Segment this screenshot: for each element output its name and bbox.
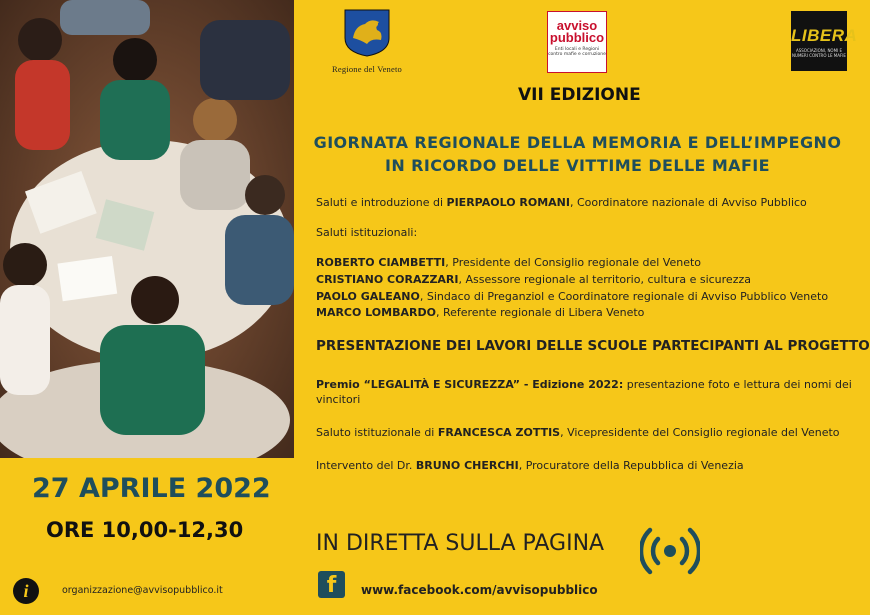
- intro-speaker-name: PIERPAOLO ROMANI: [446, 196, 570, 209]
- talk-line: Intervento del Dr. BRUNO CHERCHI, Procuratore della Repubblica di Venezia: [316, 459, 744, 472]
- libera-tagline: ASSOCIAZIONI, NOMI E NUMERI CONTRO LE MAFIE: [792, 48, 846, 58]
- info-icon: i: [13, 578, 39, 604]
- avviso-pubblico-name: avviso pubblico: [549, 18, 605, 45]
- hero-photo-students: [0, 0, 294, 458]
- event-title-line2: IN RICORDO DELLE VITTIME DELLE MAFIE: [385, 156, 770, 175]
- broadcast-icon: [640, 520, 700, 582]
- regione-veneto-logo: [331, 8, 403, 74]
- event-hours: ORE 10,00-12,30: [46, 518, 244, 542]
- award-line-2: vincitori: [316, 393, 361, 406]
- libera-name: LIBERA: [791, 26, 858, 45]
- speaker-line: CRISTIANO CORAZZARI, Assessore regionale al territorio, cultura e sicurezza: [316, 273, 751, 286]
- avviso-pubblico-logo: [547, 11, 607, 73]
- event-date: 27 APRILE 2022: [32, 473, 271, 504]
- speaker-line: PAOLO GALEANO, Sindaco di Preganziol e Coordinatore regionale di Avviso Pubblico Veneto: [316, 290, 829, 303]
- schools-presentation-heading: PRESENTAZIONE DEI LAVORI DELLE SCUOLE PARTECIPANTI AL PROGETTO: [316, 338, 870, 354]
- event-title-line1: GIORNATA REGIONALE DELLA MEMORIA E DELL’IMPEGNO: [313, 133, 842, 152]
- greeting-line: Saluto istituzionale di FRANCESCA ZOTTIS, Vicepresidente del Consiglio regionale del Veneto: [316, 426, 840, 439]
- award-line: Premio “LEGALITÀ E SICUREZZA” - Edizione 2022: presentazione foto e lettura dei nomi dei: [316, 378, 852, 391]
- facebook-icon[interactable]: f: [318, 571, 345, 598]
- speaker-line: MARCO LOMBARDO, Referente regionale di Libera Veneto: [316, 306, 645, 319]
- facebook-page-link[interactable]: www.facebook.com/avvisopubblico: [361, 583, 598, 597]
- regione-veneto-caption: Regione del Veneto: [331, 64, 402, 74]
- lion-of-st-mark-icon: [341, 8, 393, 58]
- live-streaming-label: IN DIRETTA SULLA PAGINA: [316, 531, 605, 556]
- avviso-pubblico-tagline: Enti locali e Regioni contro mafie e corruzione: [548, 47, 606, 57]
- intro-line: Saluti e introduzione di PIERPAOLO ROMANI, Coordinatore nazionale di Avviso Pubblico: [316, 196, 807, 209]
- libera-logo: [791, 11, 858, 71]
- institutional-greetings-label: Saluti istituzionali:: [316, 226, 418, 239]
- edition-label: VII EDIZIONE: [518, 85, 641, 105]
- speaker-line: ROBERTO CIAMBETTI, Presidente del Consiglio regionale del Veneto: [316, 256, 701, 269]
- organization-email[interactable]: organizzazione@avvisopubblico.it: [62, 585, 223, 596]
